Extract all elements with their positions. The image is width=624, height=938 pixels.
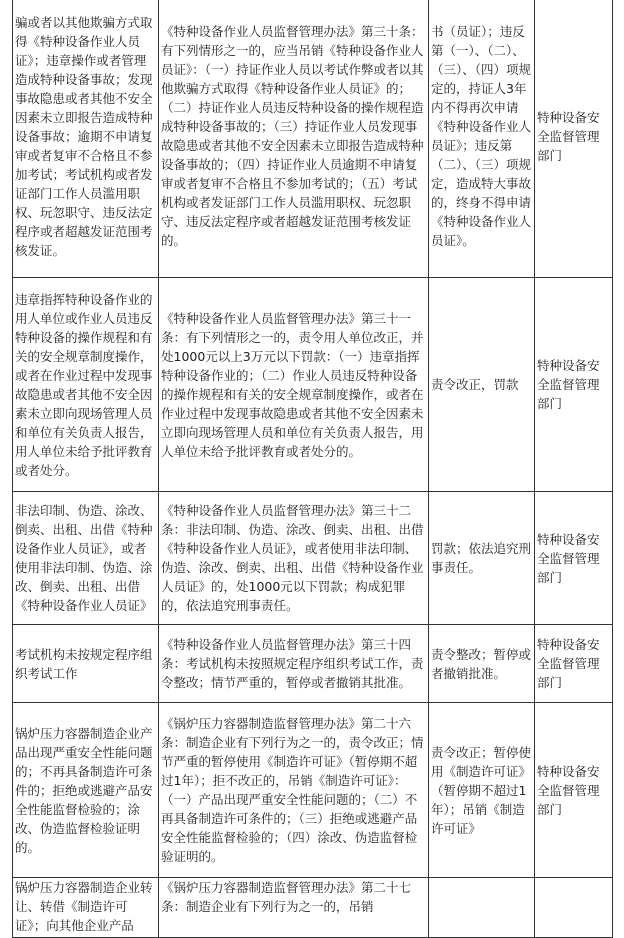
penalty-cell: 罚款；依法追究刑事责任。 xyxy=(429,492,535,625)
penalty-cell xyxy=(429,878,535,938)
table-row xyxy=(13,878,613,938)
penalty-cell: 责令改正，罚款 xyxy=(429,278,535,492)
regulation-table xyxy=(12,0,613,938)
authority-cell: 特种设备安全监督管理部门 xyxy=(535,0,613,278)
authority-cell: 特种设备安全监督管理部门 xyxy=(535,492,613,625)
legal-basis-cell: 《特种设备作业人员监督管理办法》第三十四条：考试机构未按照规定程序组织考试工作，责令整改；情节严重的，暂停或者撤销其批准。 xyxy=(159,625,429,703)
violation-cell: 骗或者以其他欺骗方式取得《特种设备作业人员证》；违章操作或者管理造成特种设备事故；发现事故隐患或者其他不安全因素未立即报告造成特种设备事故；逾期不申请复审或者复审不合格且不参加考试；考试机构或者发证部门工作人员滥用职权、玩忽职守、违反法定程序或者超越发证范围考核发证。 xyxy=(13,0,159,278)
authority-cell: 特种设备安全监督管理部门 xyxy=(535,703,613,878)
violation-cell: 非法印制、伪造、涂改、倒卖、出租、出借《特种设备作业人员证》，或者使用非法印制、伪造、涂改、倒卖、出租、出借《特种设备作业人员证》 xyxy=(13,492,159,625)
penalty-cell: 责令整改；暂停或者撤销批准。 xyxy=(429,625,535,703)
authority-cell: 特种设备安全监督管理部门 xyxy=(535,278,613,492)
table-row xyxy=(13,0,613,278)
penalty-cell: 书（员证）；违反第（一）、（二）、（三）、（四）项规定的，持证人3年内不得再次申请《特种设备作业人员证》；违反第（二）、（三）项规定，造成特大事故的，终身不得申请《特种设备作业人员证》。 xyxy=(429,0,535,278)
table-row xyxy=(13,625,613,703)
legal-basis-cell: 《特种设备作业人员监督管理办法》第三十二条：非法印制、伪造、涂改、倒卖、出租、出借《特种设备作业人员证》，或者使用非法印制、伪造、涂改、倒卖、出租、出借《特种设备作业人员证》的，处1000元以下罚款；构成犯罪的，依法追究刑事责任。 xyxy=(159,492,429,625)
table-row xyxy=(13,492,613,625)
table-row xyxy=(13,278,613,492)
legal-basis-cell: 《特种设备作业人员监督管理办法》第三十条：有下列情形之一的，应当吊销《特种设备作业人员证》：（一）持证作业人员以考试作弊或者以其他欺骗方式取得《特种设备作业人员证》的；（二）持证作业人员违反特种设备的操作规程造成特种设备事故的；（三）持证作业人员发现事故隐患或者其他不安全因素未立即报告造成特种设备事故的；（四）持证作业人员逾期不申请复审或者复审不合格且不参加考试的；（五）考试机构或者发证部门工作人员滥用职权、玩忽职守、违反法定程序或者超越发证范围考核发证的。 xyxy=(159,0,429,278)
violation-cell: 考试机构未按规定程序组织考试工作 xyxy=(13,625,159,703)
violation-cell: 违章指挥特种设备作业的用人单位或作业人员违反特种设备的操作规程和有关的安全规章制度操作，或者在作业过程中发现事故隐患或者其他不安全因素未立即向现场管理人员和单位有关负责人报告，用人单位未给予批评教育或者处分。 xyxy=(13,278,159,492)
legal-basis-cell: 《锅炉压力容器制造监督管理办法》第二十六条：制造企业有下列行为之一的，责令改正；情节严重的暂停使用《制造许可证》（暂停期不超过1年）；拒不改正的，吊销《制造许可证》：（一）产品出现严重安全性能问题的；（二）不再具备制造许可条件的；（三）拒绝或逃避产品安全性能监督检验的；（四）涂改、伪造监督检验证明的。 xyxy=(159,703,429,878)
penalty-cell: 责令改正；暂停使用《制造许可证》（暂停期不超过1年）；吊销《制造许可证》 xyxy=(429,703,535,878)
violation-cell: 锅炉压力容器制造企业产品出现严重安全性能问题的；不再具备制造许可条件的；拒绝或逃避产品安全性能监督检验的；涂改、伪造监督检验证明的。 xyxy=(13,703,159,878)
table-row xyxy=(13,703,613,878)
authority-cell: 特种设备安全监督管理部门 xyxy=(535,625,613,703)
legal-basis-cell: 《锅炉压力容器制造监督管理办法》第二十七条：制造企业有下列行为之一的，吊销 xyxy=(159,878,429,938)
authority-cell xyxy=(535,878,613,938)
violation-cell: 锅炉压力容器制造企业转让、转借《制造许可证》；向其他企业产品 xyxy=(13,878,159,938)
legal-basis-cell: 《特种设备作业人员监督管理办法》第三十一条：有下列情形之一的，责令用人单位改正，并处1000元以上3万元以下罚款：（一）违章指挥特种设备作业的；（二）作业人员违反特种设备的操作规程和有关的安全规章制度操作，或者在作业过程中发现事故隐患或者其他不安全因素未立即向现场管理人员和单位有关负责人报告，用人单位未给予批评教育或者处分的。 xyxy=(159,278,429,492)
